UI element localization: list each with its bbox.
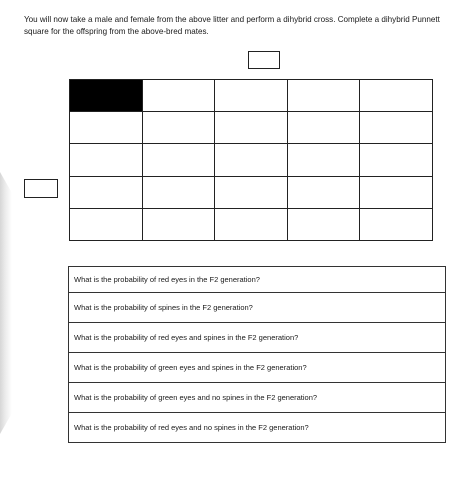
page-edge-shadow <box>0 172 12 434</box>
punnett-side-cell[interactable] <box>70 208 143 240</box>
question-row <box>69 383 446 413</box>
punnett-square <box>69 79 433 241</box>
question-row <box>69 323 446 353</box>
question-row <box>69 353 446 383</box>
question-cell[interactable]: What is the probability of red eyes and no spines in the F2 generation? <box>69 413 446 443</box>
punnett-cell[interactable] <box>215 144 288 176</box>
punnett-cell[interactable] <box>360 208 433 240</box>
punnett-side-cell[interactable] <box>70 176 143 208</box>
question-cell[interactable]: What is the probability of spines in the F2 generation? <box>69 293 446 323</box>
punnett-side-cell[interactable] <box>70 144 143 176</box>
punnett-cell[interactable] <box>287 144 360 176</box>
punnett-cell[interactable] <box>360 144 433 176</box>
punnett-row <box>70 112 433 144</box>
top-answer-box[interactable] <box>248 51 280 69</box>
punnett-cell[interactable] <box>142 144 215 176</box>
punnett-row <box>70 80 433 112</box>
question-cell[interactable]: What is the probability of green eyes and spines in the F2 generation? <box>69 353 446 383</box>
punnett-header-cell[interactable] <box>142 80 215 112</box>
punnett-cell[interactable] <box>360 176 433 208</box>
punnett-cell[interactable] <box>215 208 288 240</box>
punnett-cell[interactable] <box>142 112 215 144</box>
punnett-cell[interactable] <box>287 112 360 144</box>
question-row <box>69 293 446 323</box>
punnett-cell[interactable] <box>360 112 433 144</box>
punnett-cell[interactable] <box>287 208 360 240</box>
left-answer-box[interactable] <box>24 179 58 198</box>
question-cell[interactable]: What is the probability of green eyes and no spines in the F2 generation? <box>69 383 446 413</box>
question-cell[interactable]: What is the probability of red eyes and spines in the F2 generation? <box>69 323 446 353</box>
instructions-text: You will now take a male and female from the above litter and perform a dihybrid cross. Complete a dihybrid Punnett square for the offspring from the above-bred mates. <box>24 15 440 36</box>
punnett-cell[interactable] <box>215 176 288 208</box>
punnett-cell[interactable] <box>287 176 360 208</box>
question-row <box>69 267 446 293</box>
question-row <box>69 413 446 443</box>
punnett-row <box>70 176 433 208</box>
punnett-header-cell[interactable] <box>215 80 288 112</box>
punnett-row <box>70 144 433 176</box>
punnett-header-cell[interactable] <box>287 80 360 112</box>
questions-table <box>68 266 446 443</box>
punnett-cell[interactable] <box>142 176 215 208</box>
punnett-side-cell[interactable] <box>70 112 143 144</box>
punnett-cell[interactable] <box>142 208 215 240</box>
punnett-row <box>70 208 433 240</box>
question-cell[interactable]: What is the probability of red eyes in the F2 generation? <box>69 267 446 293</box>
punnett-corner-cell <box>70 80 143 112</box>
punnett-cell[interactable] <box>215 112 288 144</box>
punnett-header-cell[interactable] <box>360 80 433 112</box>
